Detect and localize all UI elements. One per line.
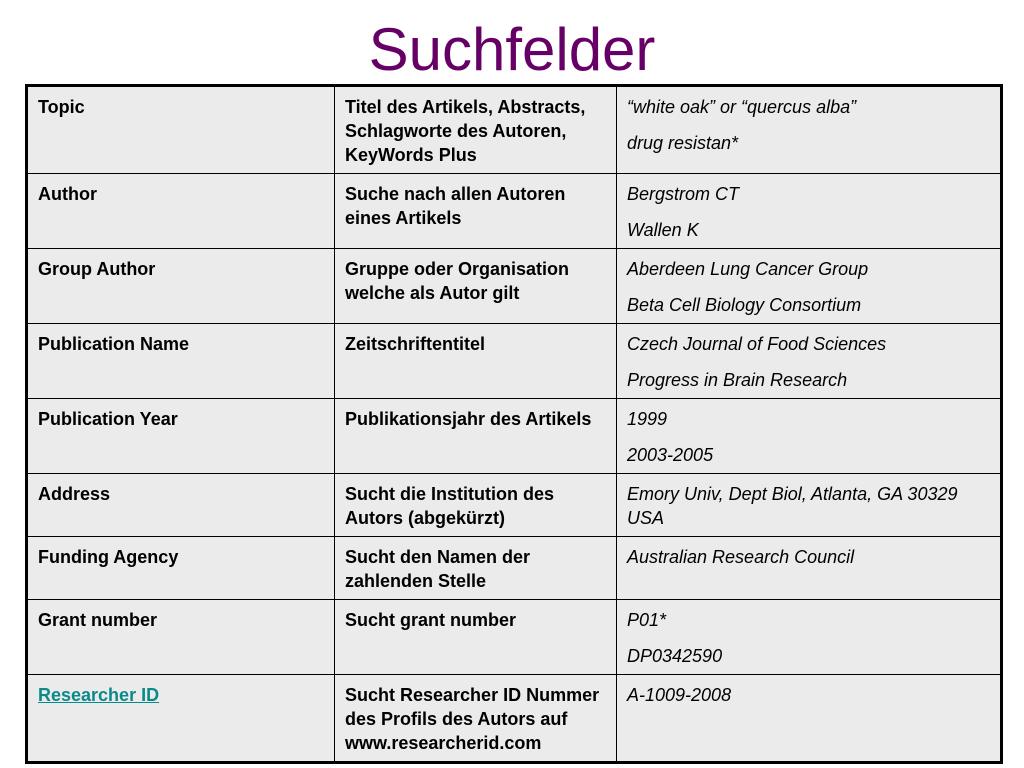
example-text: “white oak” or “quercus alba”: [627, 97, 857, 117]
examples-cell: [617, 600, 1002, 675]
example-text: Beta Cell Biology Consortium: [627, 295, 862, 315]
field-name-cell: Funding Agency: [27, 537, 335, 600]
field-name-cell: [27, 675, 335, 763]
examples-cell: [617, 474, 1002, 537]
description-cell: Zeitschriftentitel: [335, 324, 617, 399]
table-row: [27, 249, 1002, 324]
example-text: 2003-2005: [627, 445, 714, 465]
description-cell: Gruppe oder Organisation welche als Autor gilt: [335, 249, 617, 324]
table-row: [27, 675, 1002, 763]
field-name-cell: Grant number: [27, 600, 335, 675]
field-name-cell: Publication Year: [27, 399, 335, 474]
examples-cell: [617, 249, 1002, 324]
table-body: [27, 86, 1002, 763]
examples-cell: [617, 399, 1002, 474]
table-row: [27, 324, 1002, 399]
example-text: Wallen K: [627, 220, 699, 240]
examples-cell: [617, 324, 1002, 399]
description-cell: Sucht die Institution des Autors (abgekürzt): [335, 474, 617, 537]
description-cell: Sucht den Namen der zahlenden Stelle: [335, 537, 617, 600]
description-cell: Suche nach allen Autoren eines Artikels: [335, 174, 617, 249]
example-text: Emory Univ, Dept Biol, Atlanta, GA 30329 USA: [627, 484, 958, 528]
description-cell: Sucht Researcher ID Nummer des Profils des Autors auf www.researcherid.com: [335, 675, 617, 763]
field-name-cell: Publication Name: [27, 324, 335, 399]
table-row: [27, 399, 1002, 474]
example-text: Progress in Brain Research: [627, 370, 848, 390]
example-text: Aberdeen Lung Cancer Group: [627, 259, 869, 279]
table-row: [27, 86, 1002, 174]
examples-cell: [617, 675, 1002, 763]
example-text: DP0342590: [627, 646, 723, 666]
table-row: [27, 537, 1002, 600]
table-row: [27, 600, 1002, 675]
field-name-cell: Author: [27, 174, 335, 249]
field-name-cell: Topic: [27, 86, 335, 174]
examples-cell: [617, 174, 1002, 249]
field-name-cell: Group Author: [27, 249, 335, 324]
example-text: Australian Research Council: [627, 547, 855, 567]
description-cell: Titel des Artikels, Abstracts, Schlagworte des Autoren, KeyWords Plus: [335, 86, 617, 174]
example-text: A-1009-2008: [627, 685, 732, 705]
example-text: Czech Journal of Food Sciences: [627, 334, 887, 354]
example-text: Bergstrom CT: [627, 184, 740, 204]
examples-cell: [617, 537, 1002, 600]
description-cell: Publikationsjahr des Artikels: [335, 399, 617, 474]
search-fields-table: [25, 84, 1003, 764]
example-text: P01*: [627, 610, 667, 630]
field-name-cell: Address: [27, 474, 335, 537]
example-text: 1999: [627, 409, 668, 429]
table-row: [27, 474, 1002, 537]
table-row: [27, 174, 1002, 249]
examples-cell: [617, 86, 1002, 174]
description-cell: Sucht grant number: [335, 600, 617, 675]
page-title: Suchfelder: [368, 16, 656, 83]
researcher-id-link[interactable]: Researcher ID: [38, 685, 160, 705]
example-text: drug resistan*: [627, 133, 739, 153]
